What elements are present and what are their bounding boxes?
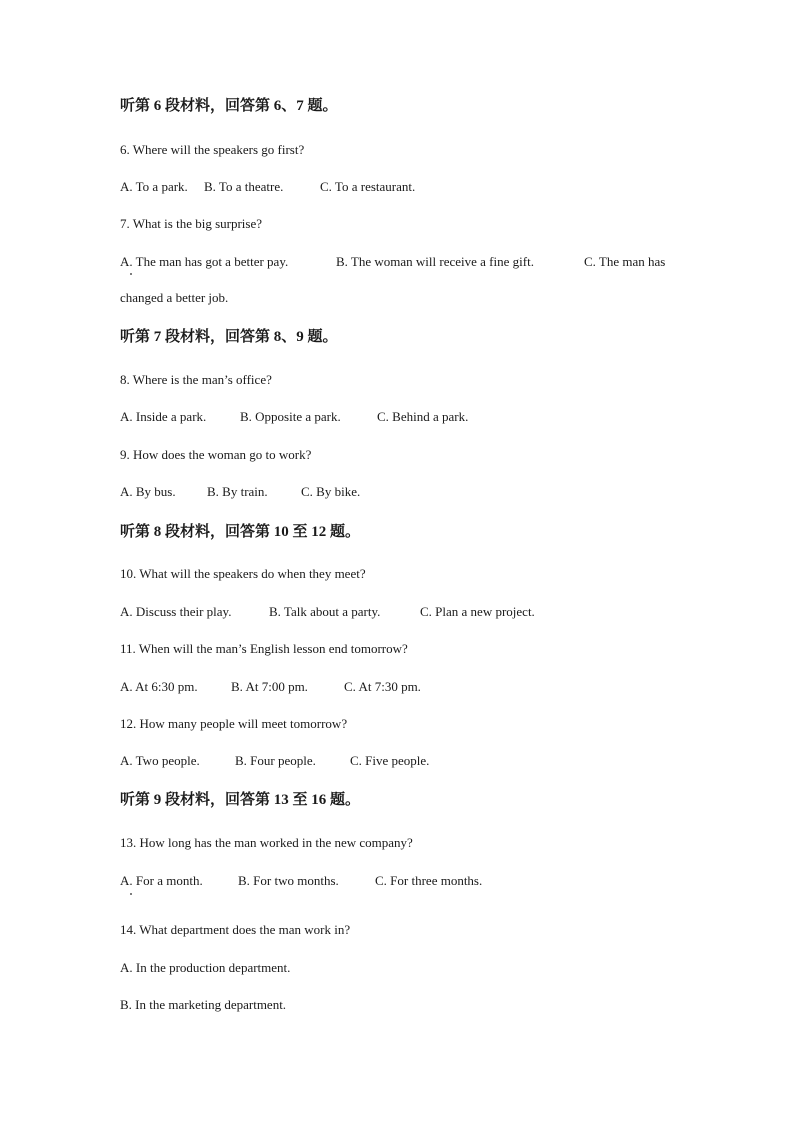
section-heading: 听第 6 段材料，回答第 6、7 题。: [120, 98, 338, 114]
option-a: A. The man has got a better pay.: [120, 254, 289, 269]
option-b: B. Talk about a party.: [269, 604, 381, 619]
question-text: 11. When will the man’s English lesson end tomorrow?: [120, 641, 408, 656]
option-c: C. By bike.: [301, 484, 361, 499]
options-row: [120, 409, 468, 425]
question-text: 10. What will the speakers do when they meet?: [120, 566, 366, 581]
options-row: [120, 254, 665, 270]
section-heading: 听第 7 段材料，回答第 8、9 题。: [120, 329, 338, 345]
question-text: 12. How many people will meet tomorrow?: [120, 716, 348, 731]
option-a: A. For a month.: [120, 873, 203, 888]
option-b: B. By train.: [207, 484, 268, 499]
section-heading: 听第 8 段材料，回答第 10 至 12 题。: [120, 524, 361, 540]
option-b: B. The woman will receive a fine gift.: [336, 254, 534, 269]
question-text: 13. How long has the man worked in the new company?: [120, 835, 413, 850]
option-b: B. Opposite a park.: [240, 409, 341, 424]
question-text: 8. Where is the man’s office?: [120, 372, 272, 387]
option-b: B. To a theatre.: [204, 179, 284, 194]
option-c: C. Five people.: [350, 753, 430, 768]
question-text: 14. What department does the man work in?: [120, 922, 351, 937]
option-b: B. Four people.: [235, 753, 316, 768]
option-a: A. Two people.: [120, 753, 200, 768]
section-heading: 听第 9 段材料，回答第 13 至 16 题。: [120, 792, 361, 808]
options-row: [120, 679, 421, 695]
option-continuation: changed a better job.: [120, 290, 229, 305]
options-row: [120, 604, 535, 620]
option-b: B. In the marketing department.: [120, 997, 287, 1012]
options-row: [120, 179, 415, 195]
option-c: C. The man has: [584, 254, 666, 269]
option-a: A. At 6:30 pm.: [120, 679, 198, 694]
option-c: C. At 7:30 pm.: [344, 679, 421, 694]
options-row: [120, 484, 360, 500]
option-c: C. Behind a park.: [377, 409, 469, 424]
question-text: 6. Where will the speakers go first?: [120, 142, 305, 157]
option-c: C. To a restaurant.: [320, 179, 416, 194]
option-a: A. By bus.: [120, 484, 176, 499]
options-row: [120, 753, 429, 769]
option-a: A. Inside a park.: [120, 409, 207, 424]
question-text: 7. What is the big surprise?: [120, 216, 263, 231]
option-c: C. Plan a new project.: [420, 604, 535, 619]
option-a: A. Discuss their play.: [120, 604, 232, 619]
option-b: B. For two months.: [238, 873, 339, 888]
options-row: [120, 873, 482, 889]
mark-dot: [130, 893, 132, 895]
option-a: A. To a park.: [120, 179, 188, 194]
option-a: A. In the production department.: [120, 960, 291, 975]
question-text: 9. How does the woman go to work?: [120, 447, 312, 462]
option-c: C. For three months.: [375, 873, 483, 888]
mark-dot: [130, 273, 132, 275]
option-b: B. At 7:00 pm.: [231, 679, 308, 694]
